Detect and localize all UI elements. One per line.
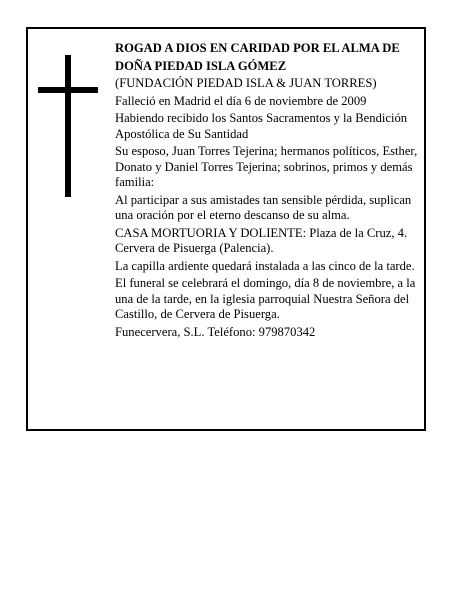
cross-vertical-bar bbox=[65, 55, 71, 197]
prayer-request-line: Al participar a sus amistades tan sensible pérdida, suplican una oración por el eterno descanso de su alma. bbox=[115, 192, 412, 222]
wake-line: La capilla ardiente quedará instalada a las cinco de la tarde. bbox=[115, 258, 415, 273]
obituary-text bbox=[115, 41, 423, 342]
foundation-line: (FUNDACIÓN PIEDAD ISLA & JUAN TORRES) bbox=[115, 76, 377, 90]
death-date-line: Falleció en Madrid el día 6 de noviembre de 2009 bbox=[115, 93, 367, 108]
funeral-line: El funeral se celebrará el domingo, día 8 de noviembre, a la una de la tarde, en la iglesia parroquial Nuestra Señora del Castillo, de Cervera de Pisuerga. bbox=[115, 276, 416, 321]
mortuary-address-line: CASA MORTUORIA Y DOLIENTE: Plaza de la Cruz, 4. Cervera de Pisuerga (Palencia). bbox=[115, 225, 408, 255]
deceased-name: DOÑA PIEDAD ISLA GÓMEZ bbox=[115, 58, 287, 73]
family-line: Su esposo, Juan Torres Tejerina; hermanos políticos, Esther, Donato y Daniel Torres Tejerina; sobrinos, primos y demás familia: bbox=[115, 144, 418, 189]
funeral-home-contact: Funecervera, S.L. Teléfono: 979870342 bbox=[115, 324, 316, 339]
heading-prayer-line: ROGAD A DIOS EN CARIDAD POR EL ALMA DE bbox=[115, 41, 400, 55]
latin-cross-icon bbox=[38, 55, 98, 197]
cross-horizontal-bar bbox=[38, 87, 98, 93]
sacraments-line: Habiendo recibido los Santos Sacramentos y la Bendición Apostólica de Su Santidad bbox=[115, 111, 408, 141]
obituary-notice-frame bbox=[26, 27, 426, 431]
